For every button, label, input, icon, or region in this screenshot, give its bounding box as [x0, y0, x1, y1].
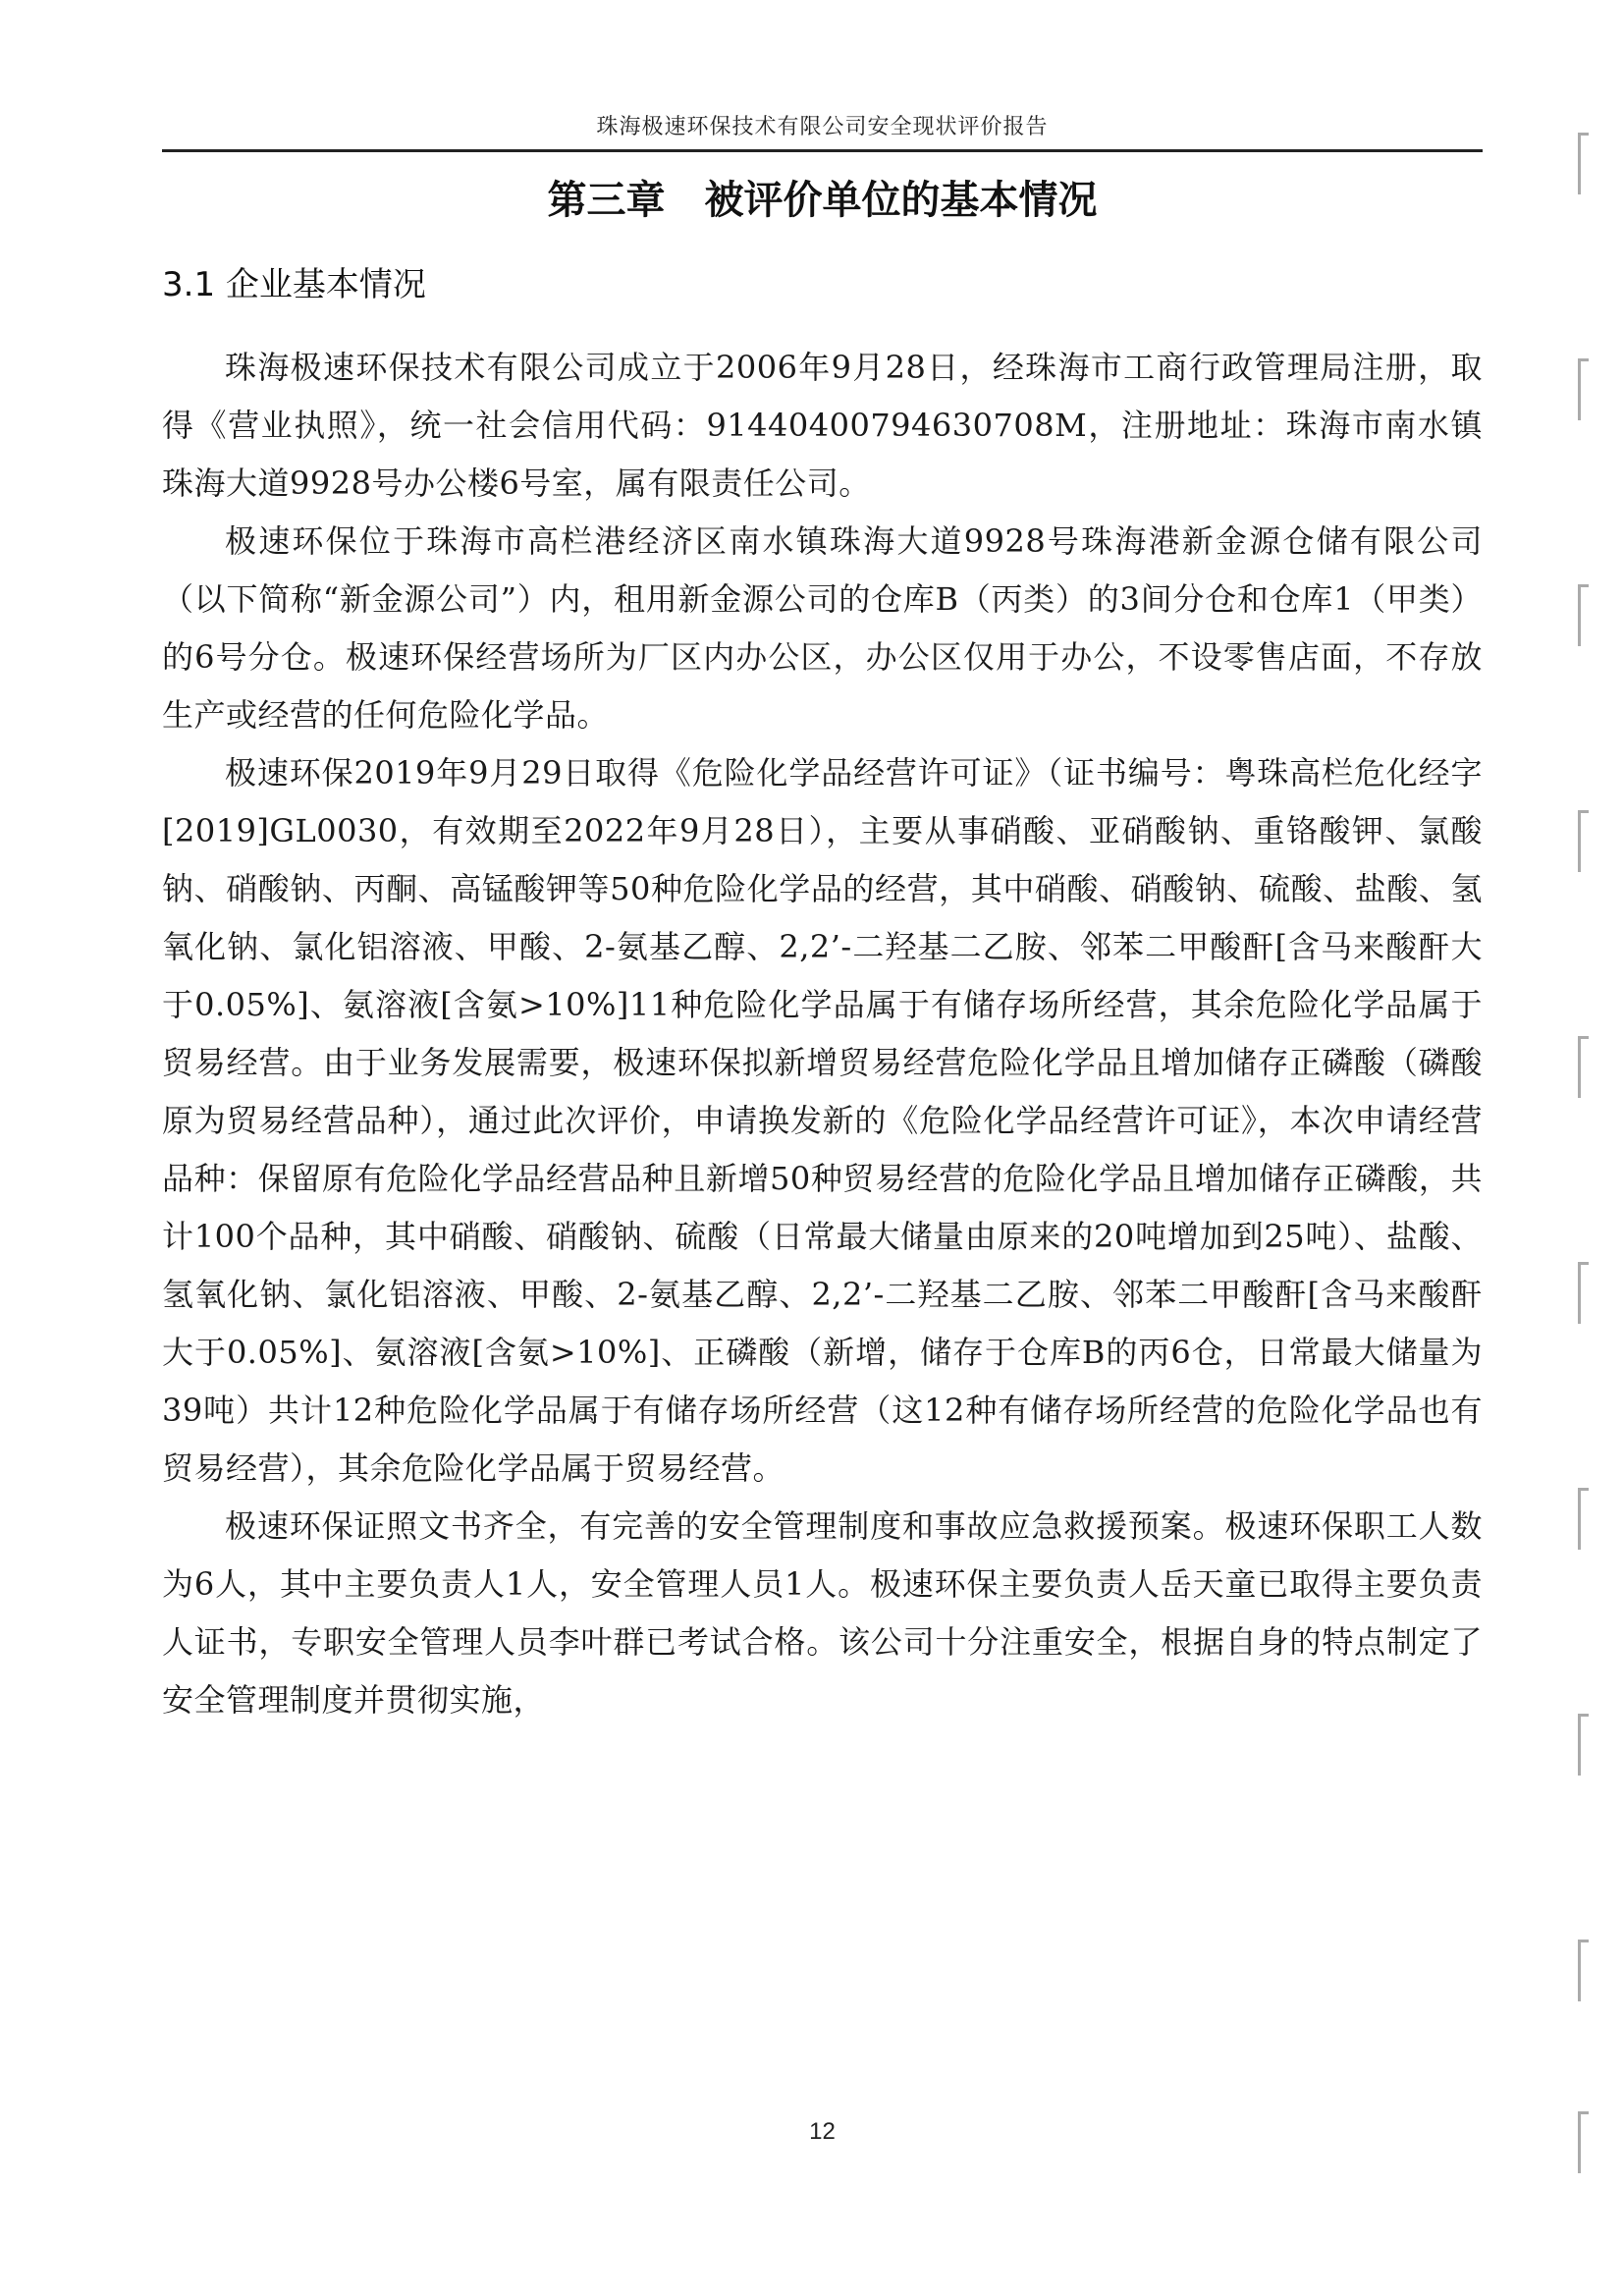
scan-edge-mark — [1578, 1036, 1589, 1098]
section-title: 3.1 企业基本情况 — [162, 265, 426, 304]
paragraph-safety-management: 极速环保证照文书齐全，有完善的安全管理制度和事故应急救援预案。极速环保职工人数为6人，其中主要负责人1人，安全管理人员1人。极速环保主要负责人岳天童已取得主要负责人证书，专职安全管理人员李叶群已考试合格。该公司十分注重安全，根据自身的特点制定了安全管理制度并贯彻实施， — [162, 1507, 1483, 1719]
scan-edge-mark — [1578, 1940, 1589, 2001]
chapter-title: 第三章 被评价单位的基本情况 — [547, 178, 1098, 223]
body-text — [162, 339, 1483, 1729]
paragraph-license-and-scope: 极速环保2019年9月29日取得《危险化学品经营许可证》（证书编号：粤珠高栏危化经字[2019]GL0030，有效期至2022年9月28日），主要从事硝酸、亚硝酸钠、重铬酸钾、氯酸钠、硝酸钠、丙酮、高锰酸钾等50种危险化学品的经营，其中硝酸、硝酸钠、硫酸、盐酸、氢氧化钠、氯化铝溶液、甲酸、2-氨基乙醇、2,2’-二羟基二乙胺、邻苯二甲酸酐[含马来酸酐大于0.05%]、氨溶液[含氨>10%]11种危险化学品属于有储存场所经营，其余危险化学品属于贸易经营。由于业务发展需要，极速环保拟新增贸易经营危险化学品且增加储存正磷酸（磷酸原为贸易经营品种），通过此次评价，申请换发新的《危险化学品经营许可证》，本次申请经营品种：保留原有危险化学品经营品种且新增50种贸易经营的危险化学品且增加储存正磷酸，共计100个品种，其中硝酸、硝酸钠、硫酸（日常最大储量由原来的20吨增加到25吨）、盐酸、氢氧化钠、氯化铝溶液、甲酸、2-氨基乙醇、2,2’-二羟基二乙胺、邻苯二甲酸酐[含马来酸酐大于0.05%]、氨溶液[含氨>10%]、正磷酸（新增，储存于仓库B的丙6仓，日常最大储量为39吨）共计12种危险化学品属于有储存场所经营（这12种有储存场所经营的危险化学品也有贸易经营），其余危险化学品属于贸易经营。 — [162, 754, 1483, 1487]
paragraph-location: 极速环保位于珠海市高栏港经济区南水镇珠海大道9928号珠海港新金源仓储有限公司（以下简称“新金源公司”）内，租用新金源公司的仓库B（丙类）的3间分仓和仓库1（甲类）的6号分仓。极速环保经营场所为厂区内办公区，办公区仅用于办公，不设零售店面，不存放生产或经营的任何危险化学品。 — [162, 522, 1483, 734]
paragraph-company-registration: 珠海极速环保技术有限公司成立于2006年9月28日，经珠海市工商行政管理局注册，取得《营业执照》，统一社会信用代码：91440400794630708M，注册地址：珠海市南水镇珠海大道9928号办公楼6号室，属有限责任公司。 — [162, 349, 1483, 502]
scan-edge-mark — [1578, 810, 1589, 872]
scan-edge-mark — [1578, 2111, 1589, 2173]
scan-edge-mark — [1578, 1262, 1589, 1324]
scan-edge-mark — [1578, 1488, 1589, 1550]
running-header: 珠海极速环保技术有限公司安全现状评价报告 — [596, 115, 1049, 139]
scan-edge-mark — [1578, 133, 1589, 194]
scan-edge-mark — [1578, 1714, 1589, 1776]
page-number: 12 — [809, 2118, 836, 2145]
header-rule — [162, 149, 1483, 152]
scan-edge-mark — [1578, 358, 1589, 420]
scan-edge-mark — [1578, 584, 1589, 646]
